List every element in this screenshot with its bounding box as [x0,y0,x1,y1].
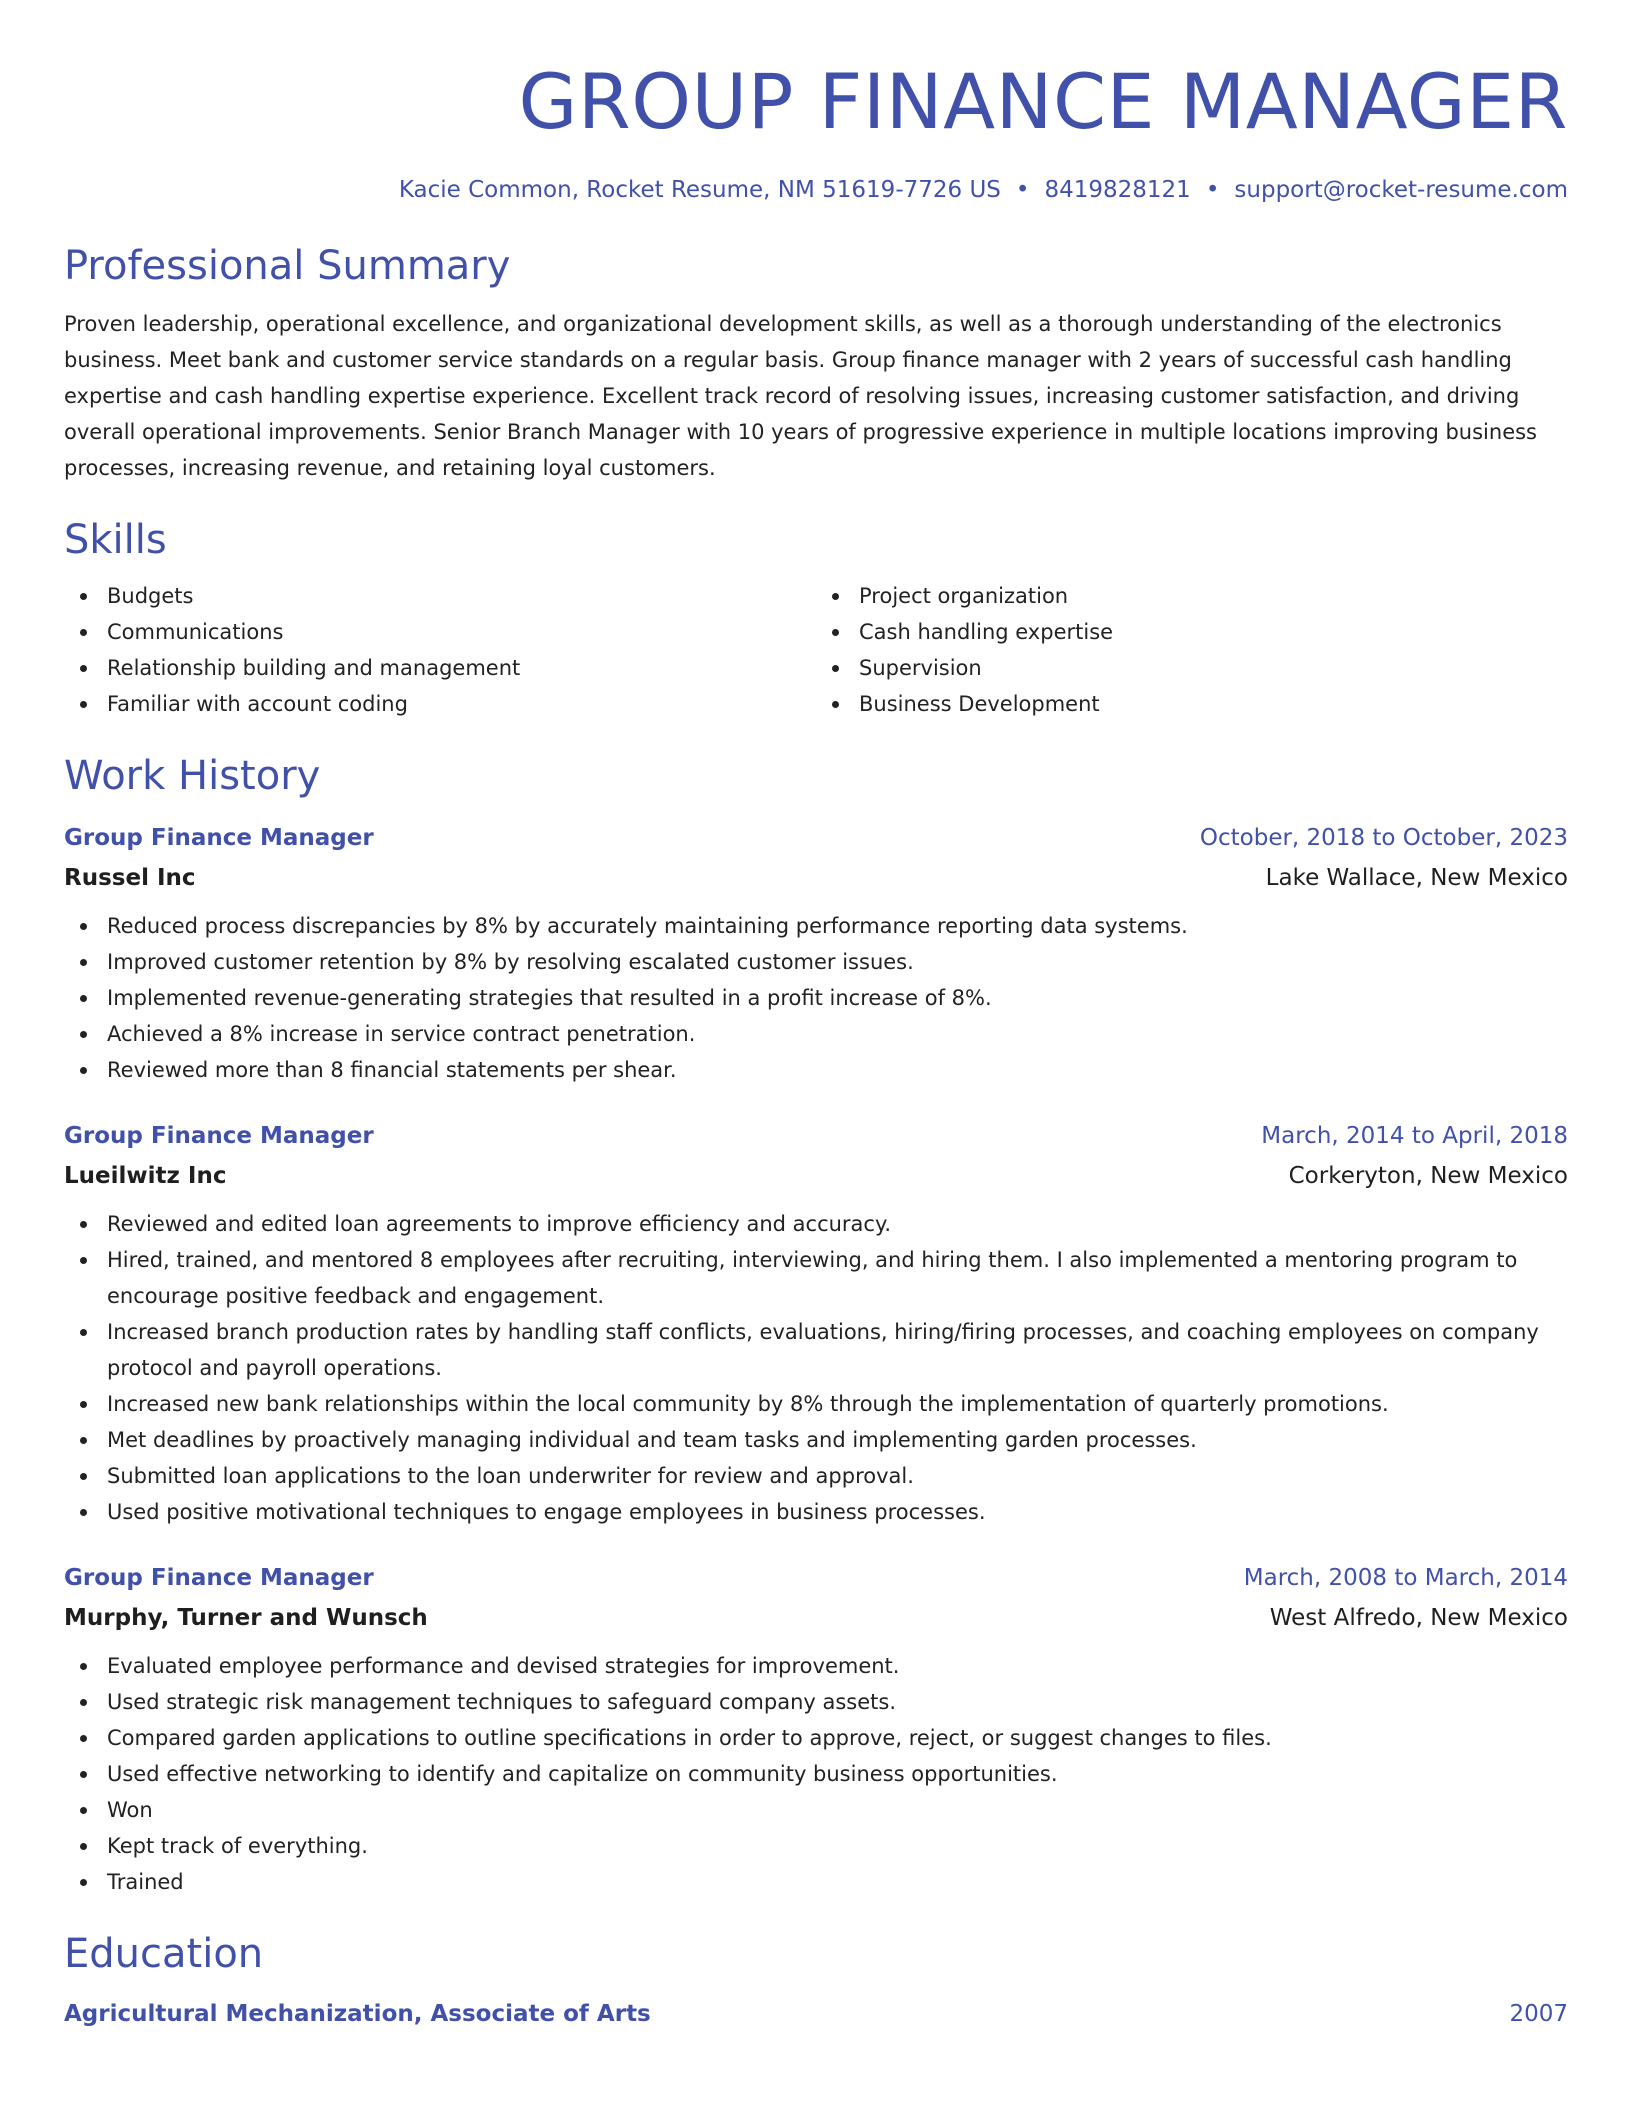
job-location: Lake Wallace, New Mexico [1265,865,1568,891]
skill-item: Relationship building and management [107,650,816,686]
contact-separator: • [1015,177,1030,203]
work-history-heading: Work History [64,753,321,799]
job-subheader [64,1154,1568,1194]
list-item: Hired, trained, and mentored 8 employees after recruiting, interviewing, and hiring them. I also implemented a mentoring program to encourage positive feedback and engagement. [107,1242,1568,1314]
job-dates: October, 2018 to October, 2023 [1199,825,1568,851]
contact-line [64,174,1568,206]
job-bullets [64,908,1568,1088]
skill-item: Budgets [107,578,816,614]
list-item: Improved customer retention by 8% by resolving escalated customer issues. [107,944,1568,980]
education-heading: Education [64,1931,264,1977]
skill-item: Cash handling expertise [859,614,1568,650]
job-header [64,1560,1568,1596]
job-bullets [64,1648,1568,1900]
skills-column-right [816,578,1568,722]
education-year: 2007 [1509,2001,1568,2027]
list-item: Kept track of everything. [107,1828,1568,1864]
list-item: Evaluated employee performance and devised strategies for improvement. [107,1648,1568,1684]
skills-list [64,578,1568,722]
summary-heading: Professional Summary [64,243,511,289]
list-item: Reviewed and edited loan agreements to improve efficiency and accuracy. [107,1206,1568,1242]
job-entry [64,1118,1568,1530]
job-dates: March, 2014 to April, 2018 [1261,1123,1568,1149]
page-title: GROUP FINANCE MANAGER [518,57,1568,146]
list-item: Compared garden applications to outline specifications in order to approve, reject, or suggest changes to files. [107,1720,1568,1756]
list-item: Used effective networking to identify and capitalize on community business opportunities. [107,1756,1568,1792]
skill-item: Project organization [859,578,1568,614]
job-location: West Alfredo, New Mexico [1269,1605,1568,1631]
job-title: Group Finance Manager [64,1123,374,1149]
contact-email: support@rocket-resume.com [1234,177,1568,203]
summary-text: Proven leadership, operational excellence, and organizational development skills, as well as a thorough understanding of the electronics business. Meet bank and customer service standards on a regular basis. Group finance manager with 2 years of successful cash handling expertise and cash handling expertise experience. Excellent track record of resolving issues, increasing customer satisfaction, and driving overall operational improvements. Senior Branch Manager with 10 years of progressive experience in multiple locations improving business processes, increasing revenue, and retaining loyal customers. [64,312,1537,480]
list-item: Implemented revenue-generating strategies that resulted in a profit increase of 8%. [107,980,1568,1016]
list-item: Reduced process discrepancies by 8% by accurately maintaining performance reporting data systems. [107,908,1568,944]
skill-item: Supervision [859,650,1568,686]
job-title: Group Finance Manager [64,825,374,851]
list-item: Won [107,1792,1568,1828]
contact-phone: 8419828121 [1044,177,1191,203]
skills-heading: Skills [64,517,167,563]
contact-address: Kacie Common, Rocket Resume, NM 51619-7726 US [398,177,1001,203]
job-company: Lueilwitz Inc [64,1163,227,1189]
skill-item: Familiar with account coding [107,686,816,722]
job-dates: March, 2008 to March, 2014 [1243,1565,1568,1591]
list-item: Used strategic risk management techniques to safeguard company assets. [107,1684,1568,1720]
education-entry [64,1996,1568,2032]
job-subheader [64,856,1568,896]
list-item: Reviewed more than 8 financial statements per shear. [107,1052,1568,1088]
job-company: Murphy, Turner and Wunsch [64,1605,428,1631]
list-item: Increased new bank relationships within the local community by 8% through the implementation of quarterly promotions. [107,1386,1568,1422]
list-item: Met deadlines by proactively managing individual and team tasks and implementing garden processes. [107,1422,1568,1458]
job-entry [64,1560,1568,1900]
job-title: Group Finance Manager [64,1565,374,1591]
contact-separator: • [1205,177,1220,203]
job-subheader [64,1596,1568,1636]
job-location: Corkeryton, New Mexico [1288,1163,1568,1189]
list-item: Trained [107,1864,1568,1900]
skill-item: Communications [107,614,816,650]
job-header [64,1118,1568,1154]
skills-column-left [64,578,816,722]
list-item: Submitted loan applications to the loan underwriter for review and approval. [107,1458,1568,1494]
job-entry [64,820,1568,1088]
list-item: Achieved a 8% increase in service contract penetration. [107,1016,1568,1052]
job-header [64,820,1568,856]
list-item: Increased branch production rates by handling staff conflicts, evaluations, hiring/firing processes, and coaching employees on company protocol and payroll operations. [107,1314,1568,1386]
skill-item: Business Development [859,686,1568,722]
job-company: Russel Inc [64,865,196,891]
education-degree: Agricultural Mechanization, Associate of Arts [64,2001,651,2027]
list-item: Used positive motivational techniques to engage employees in business processes. [107,1494,1568,1530]
job-bullets [64,1206,1568,1530]
